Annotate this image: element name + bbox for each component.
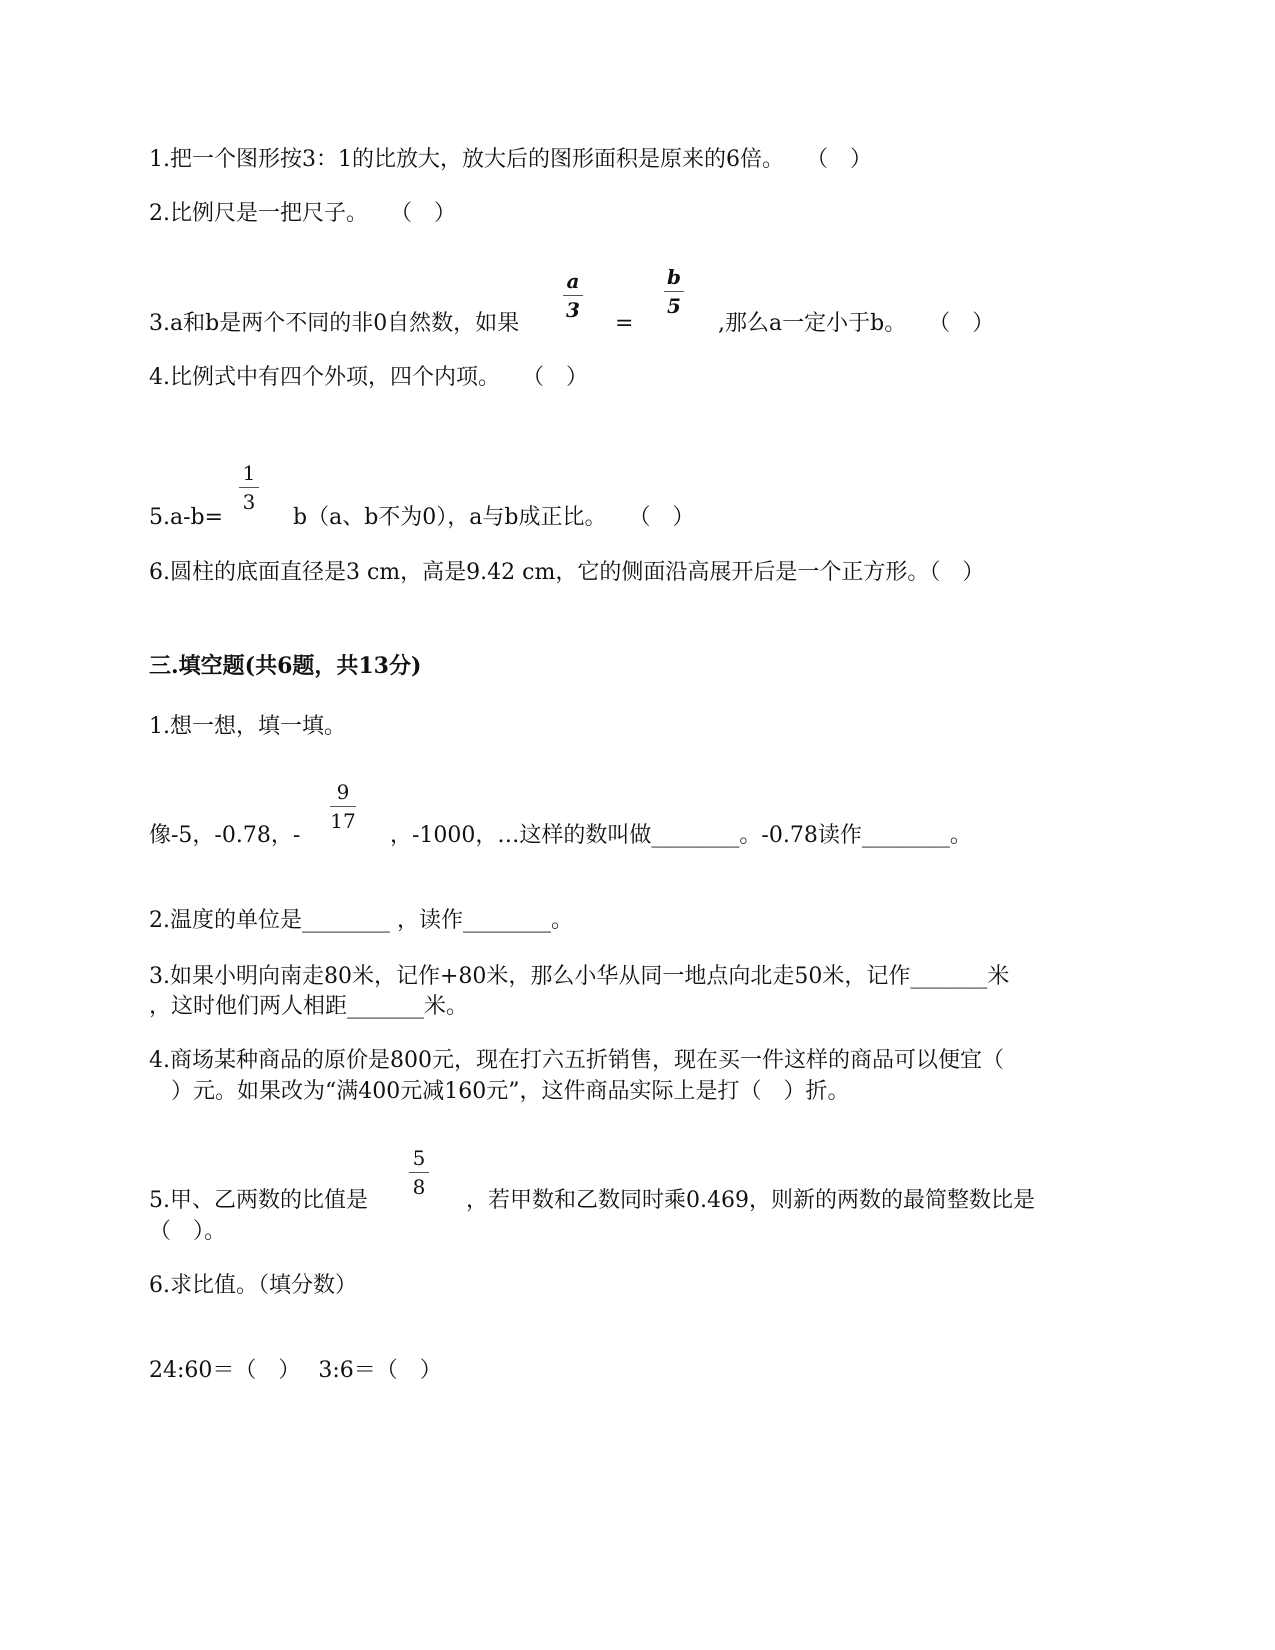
fraction-denominator: 5 [667,294,681,318]
fill-question-4-line-2: ）元。如果改为“满400元减160元”，这件商品实际上是打（ ）折。 [149,1079,850,1104]
fraction-1-over-3 [233,462,265,513]
fill-question-2: 2.温度的单位是________ ，读作________。 [149,908,573,933]
question-1: 1.把一个图形按3：1的比放大，放大后的图形面积是原来的6倍。 （ ） [149,147,872,172]
question-4: 4.比例式中有四个外项，四个内项。 （ ） [149,365,588,390]
question-5-prefix: 5.a-b= [149,505,224,530]
question-2: 2.比例尺是一把尺子。 （ ） [149,201,456,226]
fraction-bar [664,291,684,292]
fraction-denominator: 3 [566,298,580,322]
fraction-bar [563,295,583,296]
fill-question-3-line-1: 3.如果小明向南走80米，记作+80米，那么小华从同一地点向北走50米，记作_______米 [149,964,1010,989]
fill-question-5-suffix: ，若甲数和乙数同时乘0.469，则新的两数的最简整数比是 [466,1188,1035,1213]
fraction-5-over-8 [403,1147,435,1198]
fill-question-4-line-1: 4.商场某种商品的原价是800元，现在打六五折销售，现在买一件这样的商品可以便宜（ [149,1048,1004,1073]
fill-question-6-ratios: 24:60＝（ ） 3:6＝（ ） [149,1358,442,1383]
question-3-suffix: ,那么a一定小于b。 （ ） [718,311,995,336]
fraction-numerator: b [667,265,681,289]
question-6: 6.圆柱的底面直径是3 cm，高是9.42 cm，它的侧面沿高展开后是一个正方形。（ ） [149,560,985,585]
fraction-denominator: 17 [330,809,356,833]
fill-question-5-prefix: 5.甲、乙两数的比值是 [149,1188,368,1213]
fraction-numerator: 1 [242,461,256,485]
fraction-9-over-17 [324,781,362,832]
fraction-numerator: a [566,269,580,293]
fraction-numerator: 9 [336,780,350,804]
fraction-a-over-3 [557,270,589,321]
fraction-b-over-5 [658,266,690,317]
fraction-bar [239,487,259,488]
fill-question-6: 6.求比值。（填分数） [149,1273,357,1298]
equals-sign: = [615,311,634,336]
fraction-bar [409,1172,429,1173]
fill-question-1-suffix: ，-1000，…这样的数叫做________。-0.78读作________。 [390,823,972,848]
question-5-suffix: b（a、b不为0），a与b成正比。 （ ） [293,505,695,530]
fraction-denominator: 8 [412,1175,426,1199]
fill-question-1-prefix: 像-5，-0.78，- [149,823,301,848]
fraction-bar [330,806,356,807]
fill-question-3-line-2: ，这时他们两人相距_______米。 [149,994,469,1019]
question-3-prefix: 3.a和b是两个不同的非0自然数，如果 [149,311,520,336]
fill-question-5-line-2: （ ）。 [149,1219,227,1244]
section-heading: 三.填空题(共6题，共13分) [149,653,422,679]
fill-question-1: 1.想一想，填一填。 [149,714,346,739]
fraction-numerator: 5 [412,1146,426,1170]
fraction-denominator: 3 [242,490,256,514]
